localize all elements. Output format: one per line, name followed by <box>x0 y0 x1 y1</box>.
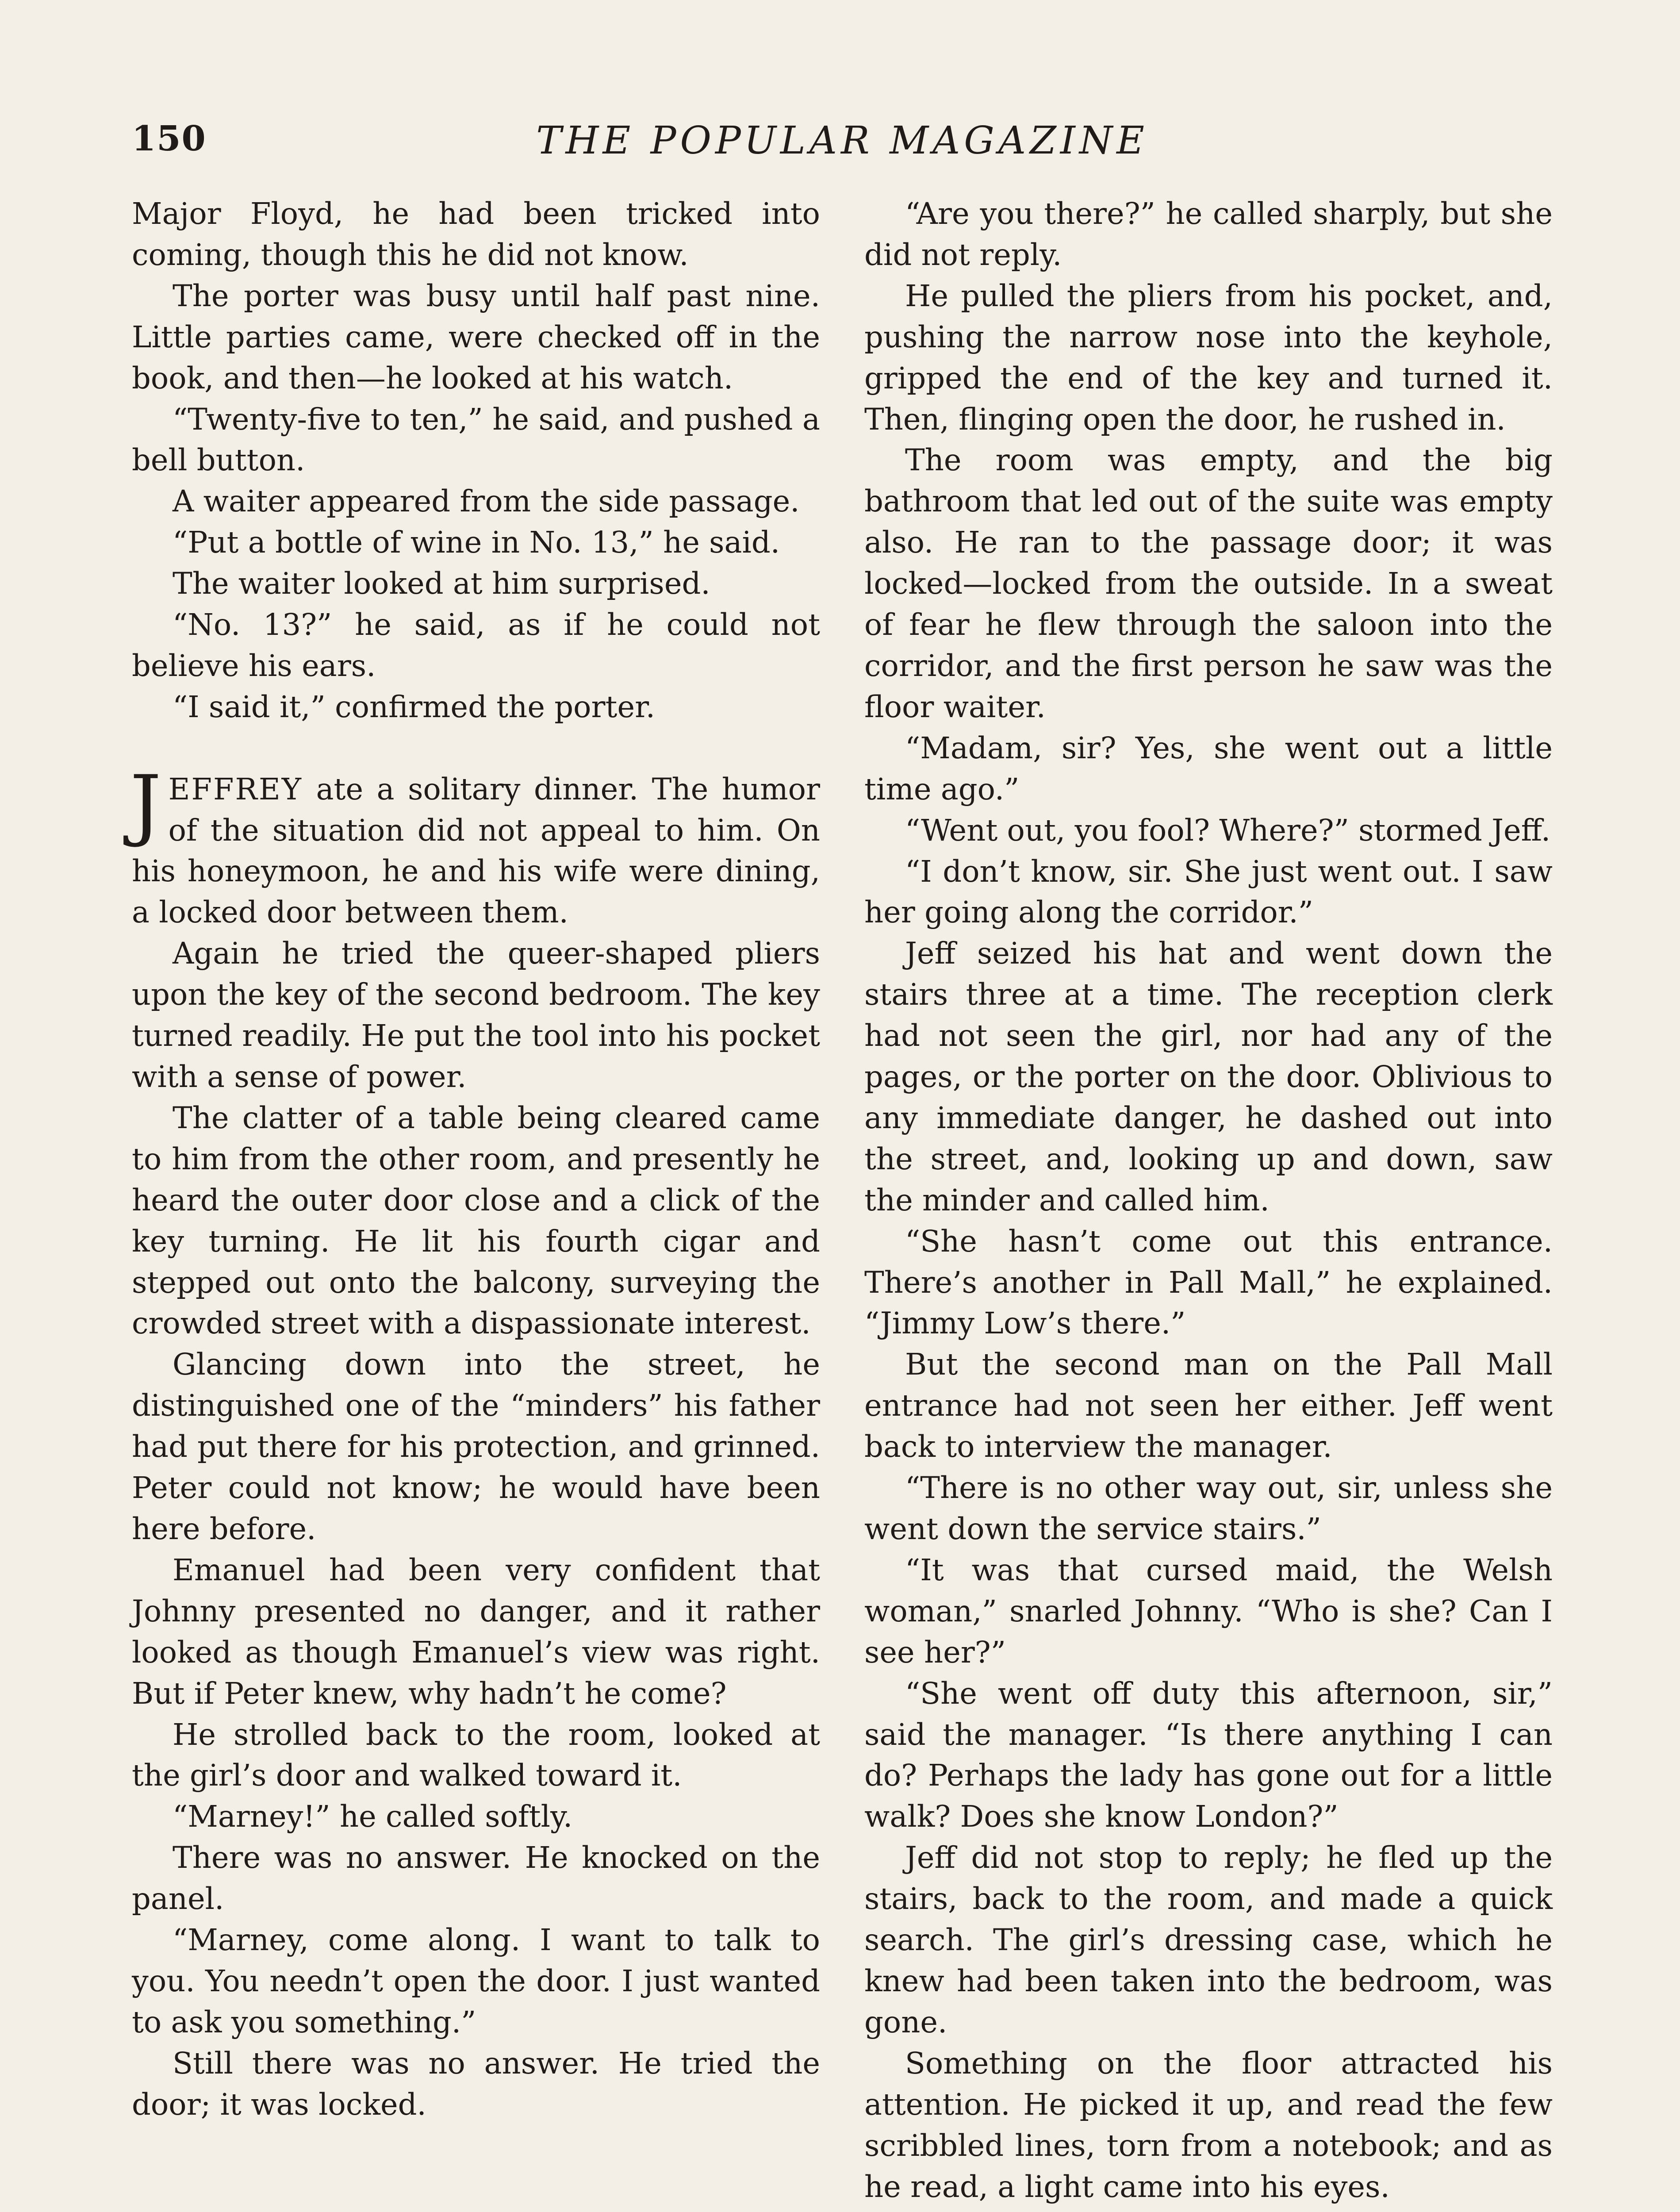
paragraph: But the second man on the Pall Mall entrance had not seen her either. Jeff went back to interview the manager. <box>864 1347 1553 1464</box>
paragraph: “No. 13?” he said, as if he could not believe his ears. <box>132 607 820 683</box>
paragraph: The waiter looked at him surprised. <box>173 566 710 601</box>
paragraph: He pulled the pliers from his pocket, and, pushing the narrow nose into the keyhole, gripped the end of the key and turned it. Then, flinging open the door, he rushed in. <box>864 278 1553 437</box>
paragraph: “Are you there?” he called sharply, but she did not reply. <box>864 196 1553 272</box>
paragraph: Major Floyd, he had been tricked into coming, though this he did not know. <box>132 196 820 272</box>
paragraph: The porter was busy until half past nine. Little parties came, were checked off in the book, and then—he looked at his watch. <box>132 278 820 396</box>
paragraph: A waiter appeared from the side passage. <box>173 484 800 519</box>
paragraph: “I don’t know, sir. She just went out. I saw her going along the corridor.” <box>864 854 1553 930</box>
running-title: THE POPULAR MAGAZINE <box>536 119 1148 163</box>
paragraph: Glancing down into the street, he distinguished one of the “minders” his father had put there for his protection, and grinned. Peter could not know; he would have been here before. <box>132 1347 820 1546</box>
paragraph: Something on the floor attracted his attention. He picked it up, and read the few scribbled lines, torn from a notebook; and as he read, a light came into his eyes. <box>864 2046 1553 2204</box>
paragraph: Again he tried the queer-shaped pliers upon the key of the second bedroom. The key turned readily. He put the tool into his pocket with a sense of power. <box>132 936 820 1094</box>
page-header <box>132 119 1553 167</box>
opening-word: EFFREY <box>168 772 303 806</box>
paragraph: “There is no other way out, sir, unless she went down the service stairs.” <box>864 1471 1553 1546</box>
paragraph: “Marney, come along. I want to talk to you. You needn’t open the door. I just wanted to ask you something.” <box>132 1923 820 2039</box>
left-text-column <box>132 193 820 2125</box>
section-break <box>132 728 820 769</box>
paragraph: “I said it,” confirmed the porter. <box>173 689 656 724</box>
paragraph: “It was that cursed maid, the Welsh woman,” snarled Johnny. “Who is she? Can I see her?” <box>864 1552 1553 1670</box>
paragraph: There was no answer. He knocked on the panel. <box>132 1840 820 1916</box>
paragraph: The clatter of a table being cleared came to him from the other room, and presently he heard the outer door close and a click of the key turning. He lit his fourth cigar and stepped out onto the balcony, surveying the crowded street with a dispassionate interest. <box>132 1100 820 1341</box>
section-opening-paragraph <box>130 758 820 933</box>
paragraph: He strolled back to the room, looked at the girl’s door and walked toward it. <box>132 1717 820 1793</box>
paragraph: Still there was no answer. He tried the door; it was locked. <box>132 2046 820 2122</box>
page-number: 150 <box>132 119 207 159</box>
paragraph: The room was empty, and the big bathroom that led out of the suite was empty also. He ran to the passage door; it was locked—locked from the outside. In a sweat of fear he flew through the saloon into the corridor, and the first person he saw was the floor waiter. <box>864 443 1553 724</box>
paragraph: Emanuel had been very confident that Johnny presented no danger, and it rather looked as though Emanuel’s view was right. But if Peter knew, why hadn’t he come? <box>132 1552 820 1711</box>
paragraph: “Marney!” he called softly. <box>173 1799 573 1834</box>
paragraph: “Went out, you fool? Where?” stormed Jeff. <box>905 813 1551 848</box>
paragraph: “She went off duty this afternoon, sir,” said the manager. “Is there anything I can do? Perhaps the lady has gone out for a little walk? Does she know London?” <box>864 1676 1553 1834</box>
paragraph: “Madam, sir? Yes, she went out a little time ago.” <box>864 730 1553 806</box>
right-text-column <box>864 193 1553 2207</box>
paragraph: “Put a bottle of wine in No. 13,” he said. <box>173 525 780 560</box>
paragraph: “She hasn’t come out this entrance. There’s another in Pall Mall,” he explained. “Jimmy Low’s there.” <box>864 1224 1553 1341</box>
opening-text: ate a solitary dinner. The humor of the situation did not appeal to him. On his honeymoon, he and his wife were dining, a locked door between them. <box>132 772 820 930</box>
drop-cap: J <box>130 758 161 849</box>
paragraph: Jeff did not stop to reply; he fled up the stairs, back to the room, and made a quick search. The girl’s dressing case, which he knew had been taken into the bedroom, was gone. <box>864 1840 1553 2039</box>
paragraph: Jeff seized his hat and went down the stairs three at a time. The reception clerk had not seen the girl, nor had any of the pages, or the porter on the door. Oblivious to any immediate danger, he dashed out into the street, and, looking up and down, saw the minder and called him. <box>864 936 1553 1217</box>
paragraph: “Twenty-five to ten,” he said, and pushed a bell button. <box>132 402 820 478</box>
